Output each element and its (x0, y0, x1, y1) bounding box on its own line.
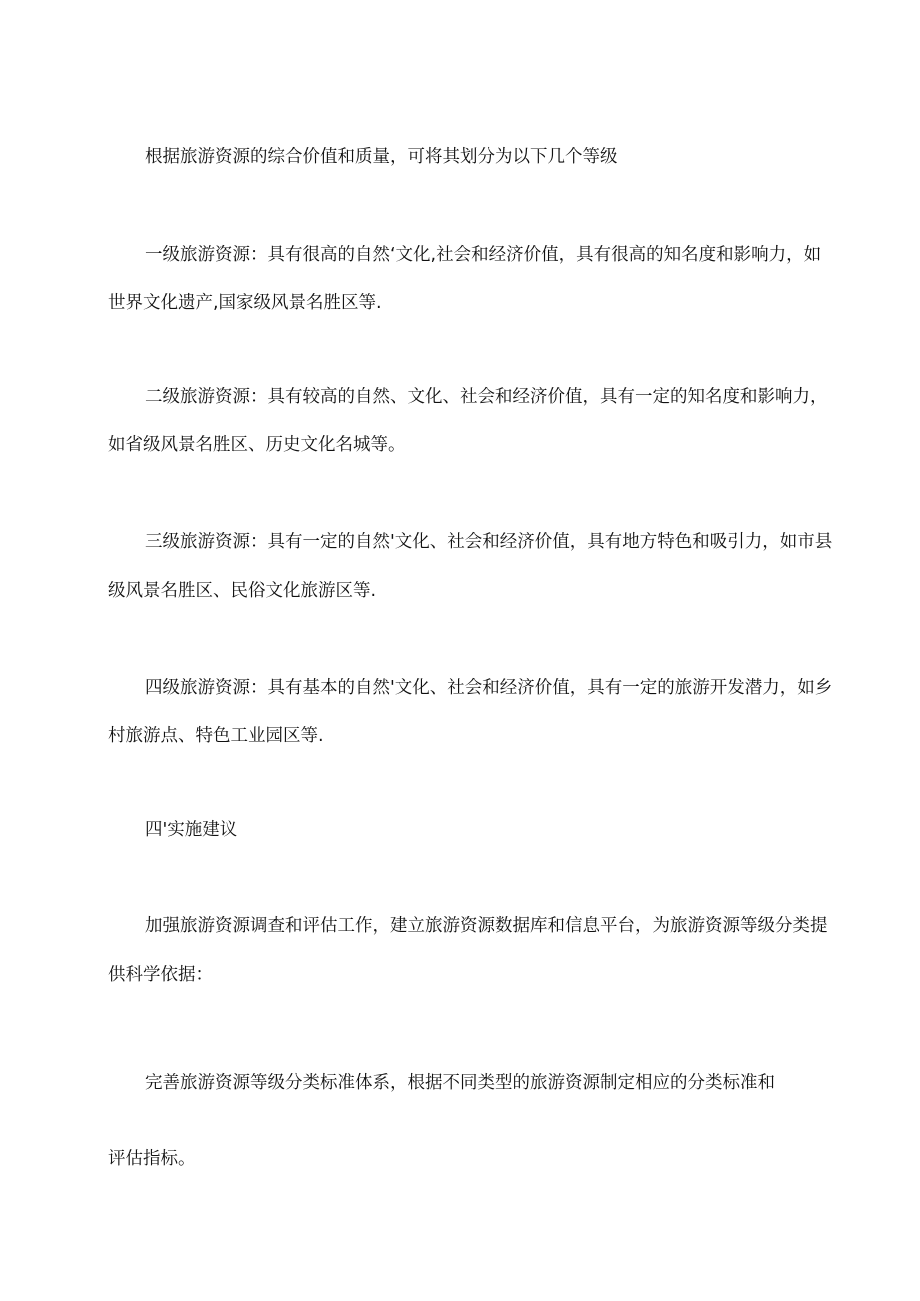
suggestion2-line2: 评估指标。 (108, 1149, 196, 1169)
level1-line2: 世界文化遗产,国家级风景名胜区等. (108, 293, 382, 313)
suggestion1-line1: 加强旅游资源调查和评估工作，建立旅游资源数据库和信息平台，为旅游资源等级分类提 (145, 916, 828, 936)
level1-line1: 一级旅游资源：具有很高的自然‘文化,社会和经济价值，具有很高的知名度和影响力，如 (145, 245, 822, 265)
level2-line1: 二级旅游资源：具有较高的自然、文化、社会和经济价值，具有一定的知名度和影响力， (145, 387, 828, 407)
level4-line1: 四级旅游资源：具有基本的自然'文化、社会和经济价值，具有一定的旅游开发潜力，如乡 (145, 678, 833, 698)
intro-paragraph: 根据旅游资源的综合价值和质量，可将其划分为以下几个等级 (145, 147, 618, 167)
level3-line2: 级风景名胜区、民俗文化旅游区等. (108, 581, 377, 601)
level2-line2: 如省级风景名胜区、历史文化名城等。 (108, 435, 406, 455)
level3-line1: 三级旅游资源：具有一定的自然'文化、社会和经济价值，具有地方特色和吸引力，如市县 (145, 532, 833, 552)
level4-line2: 村旅游点、特色工业园区等. (108, 726, 324, 746)
suggestion2-line1: 完善旅游资源等级分类标准体系，根据不同类型的旅游资源制定相应的分类标准和 (145, 1073, 775, 1093)
suggestion1-line2: 供科学依据： (108, 965, 213, 985)
section-heading: 四'实施建议 (145, 820, 238, 840)
